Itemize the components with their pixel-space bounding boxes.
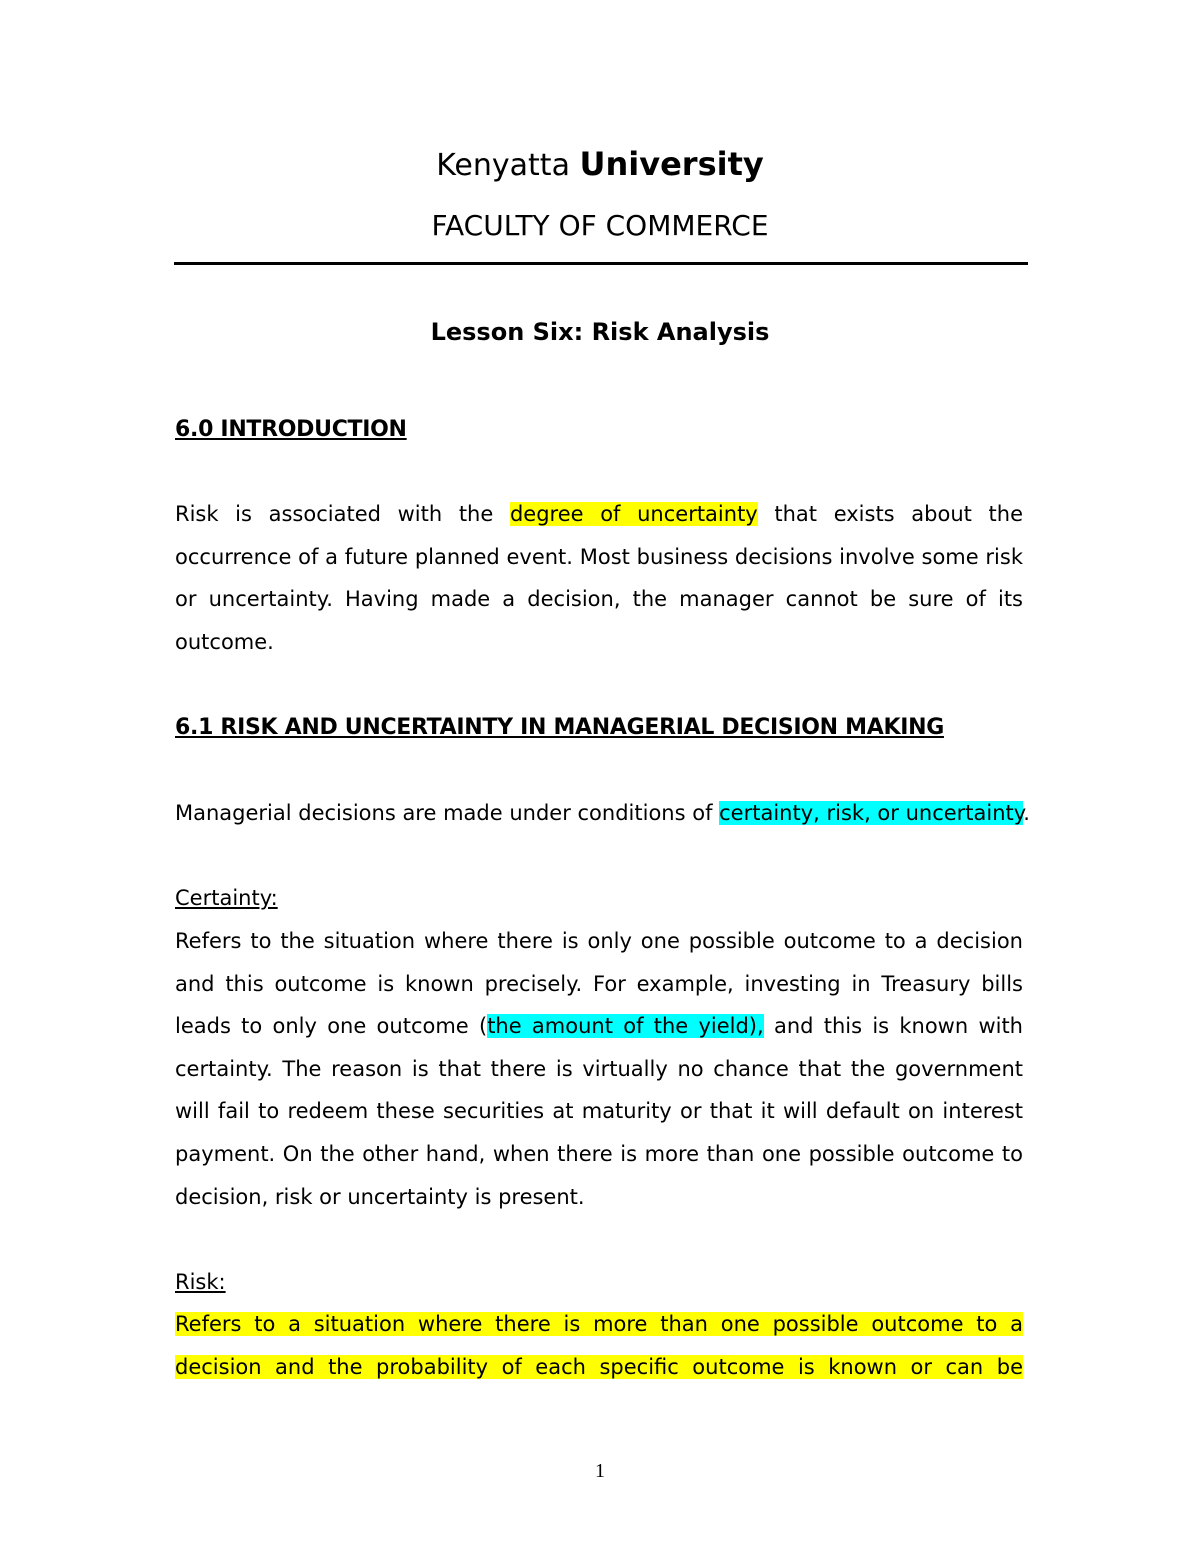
risk-paragraph [175, 1303, 1023, 1388]
certainty-label: Certainty: [175, 886, 278, 910]
intro-text-before: Risk is associated with the [175, 502, 510, 526]
certainty-paragraph [175, 920, 1023, 1218]
certainty-highlight: the amount of the yield), [487, 1014, 764, 1039]
managerial-text-after: . [1023, 801, 1030, 825]
lesson-title: Lesson Six: Risk Analysis [430, 318, 770, 346]
faculty-title: FACULTY OF COMMERCE [431, 209, 769, 242]
intro-paragraph [175, 493, 1023, 663]
risk-highlight: Refers to a situation where there is more than one possible outcome to a decision and the probability of each specific outcome is known or can be [175, 1312, 1023, 1379]
risk-label: Risk: [175, 1270, 226, 1294]
university-prefix: Kenyatta [436, 148, 570, 183]
certainty-text-after: and this is known with certainty. The reason is that there is virtually no chance that the government will fail to redeem these securities at maturity or that it will default on interest payment. On the other hand, when there is more than one possible outcome to decision, risk or uncertainty is present. [175, 1014, 1023, 1209]
managerial-paragraph [175, 797, 1030, 829]
university-bold: University [579, 145, 764, 183]
section-heading-risk-uncertainty: 6.1 RISK AND UNCERTAINTY IN MANAGERIAL DECISION MAKING [175, 715, 944, 740]
intro-text-after: that exists about the occurrence of a future planned event. Most business decisions involve some risk or uncertainty. Having made a decision, the manager cannot be sure of its outcome. [175, 502, 1023, 654]
managerial-text-before: Managerial decisions are made under conditions of [175, 801, 720, 825]
certainty-text-before: Refers to the situation where there is only one possible outcome to a decision and this outcome is known precisely. For example, investing in Treasury bills leads to only one outcome ( [175, 929, 1023, 1039]
university-title [0, 142, 1200, 188]
header-divider [174, 262, 1028, 265]
page-number: 1 [595, 1460, 605, 1482]
section-heading-introduction: 6.0 INTRODUCTION [175, 417, 407, 442]
managerial-highlight: certainty, risk, or uncertainty [719, 801, 1024, 825]
intro-highlight: degree of uncertainty [509, 502, 758, 526]
